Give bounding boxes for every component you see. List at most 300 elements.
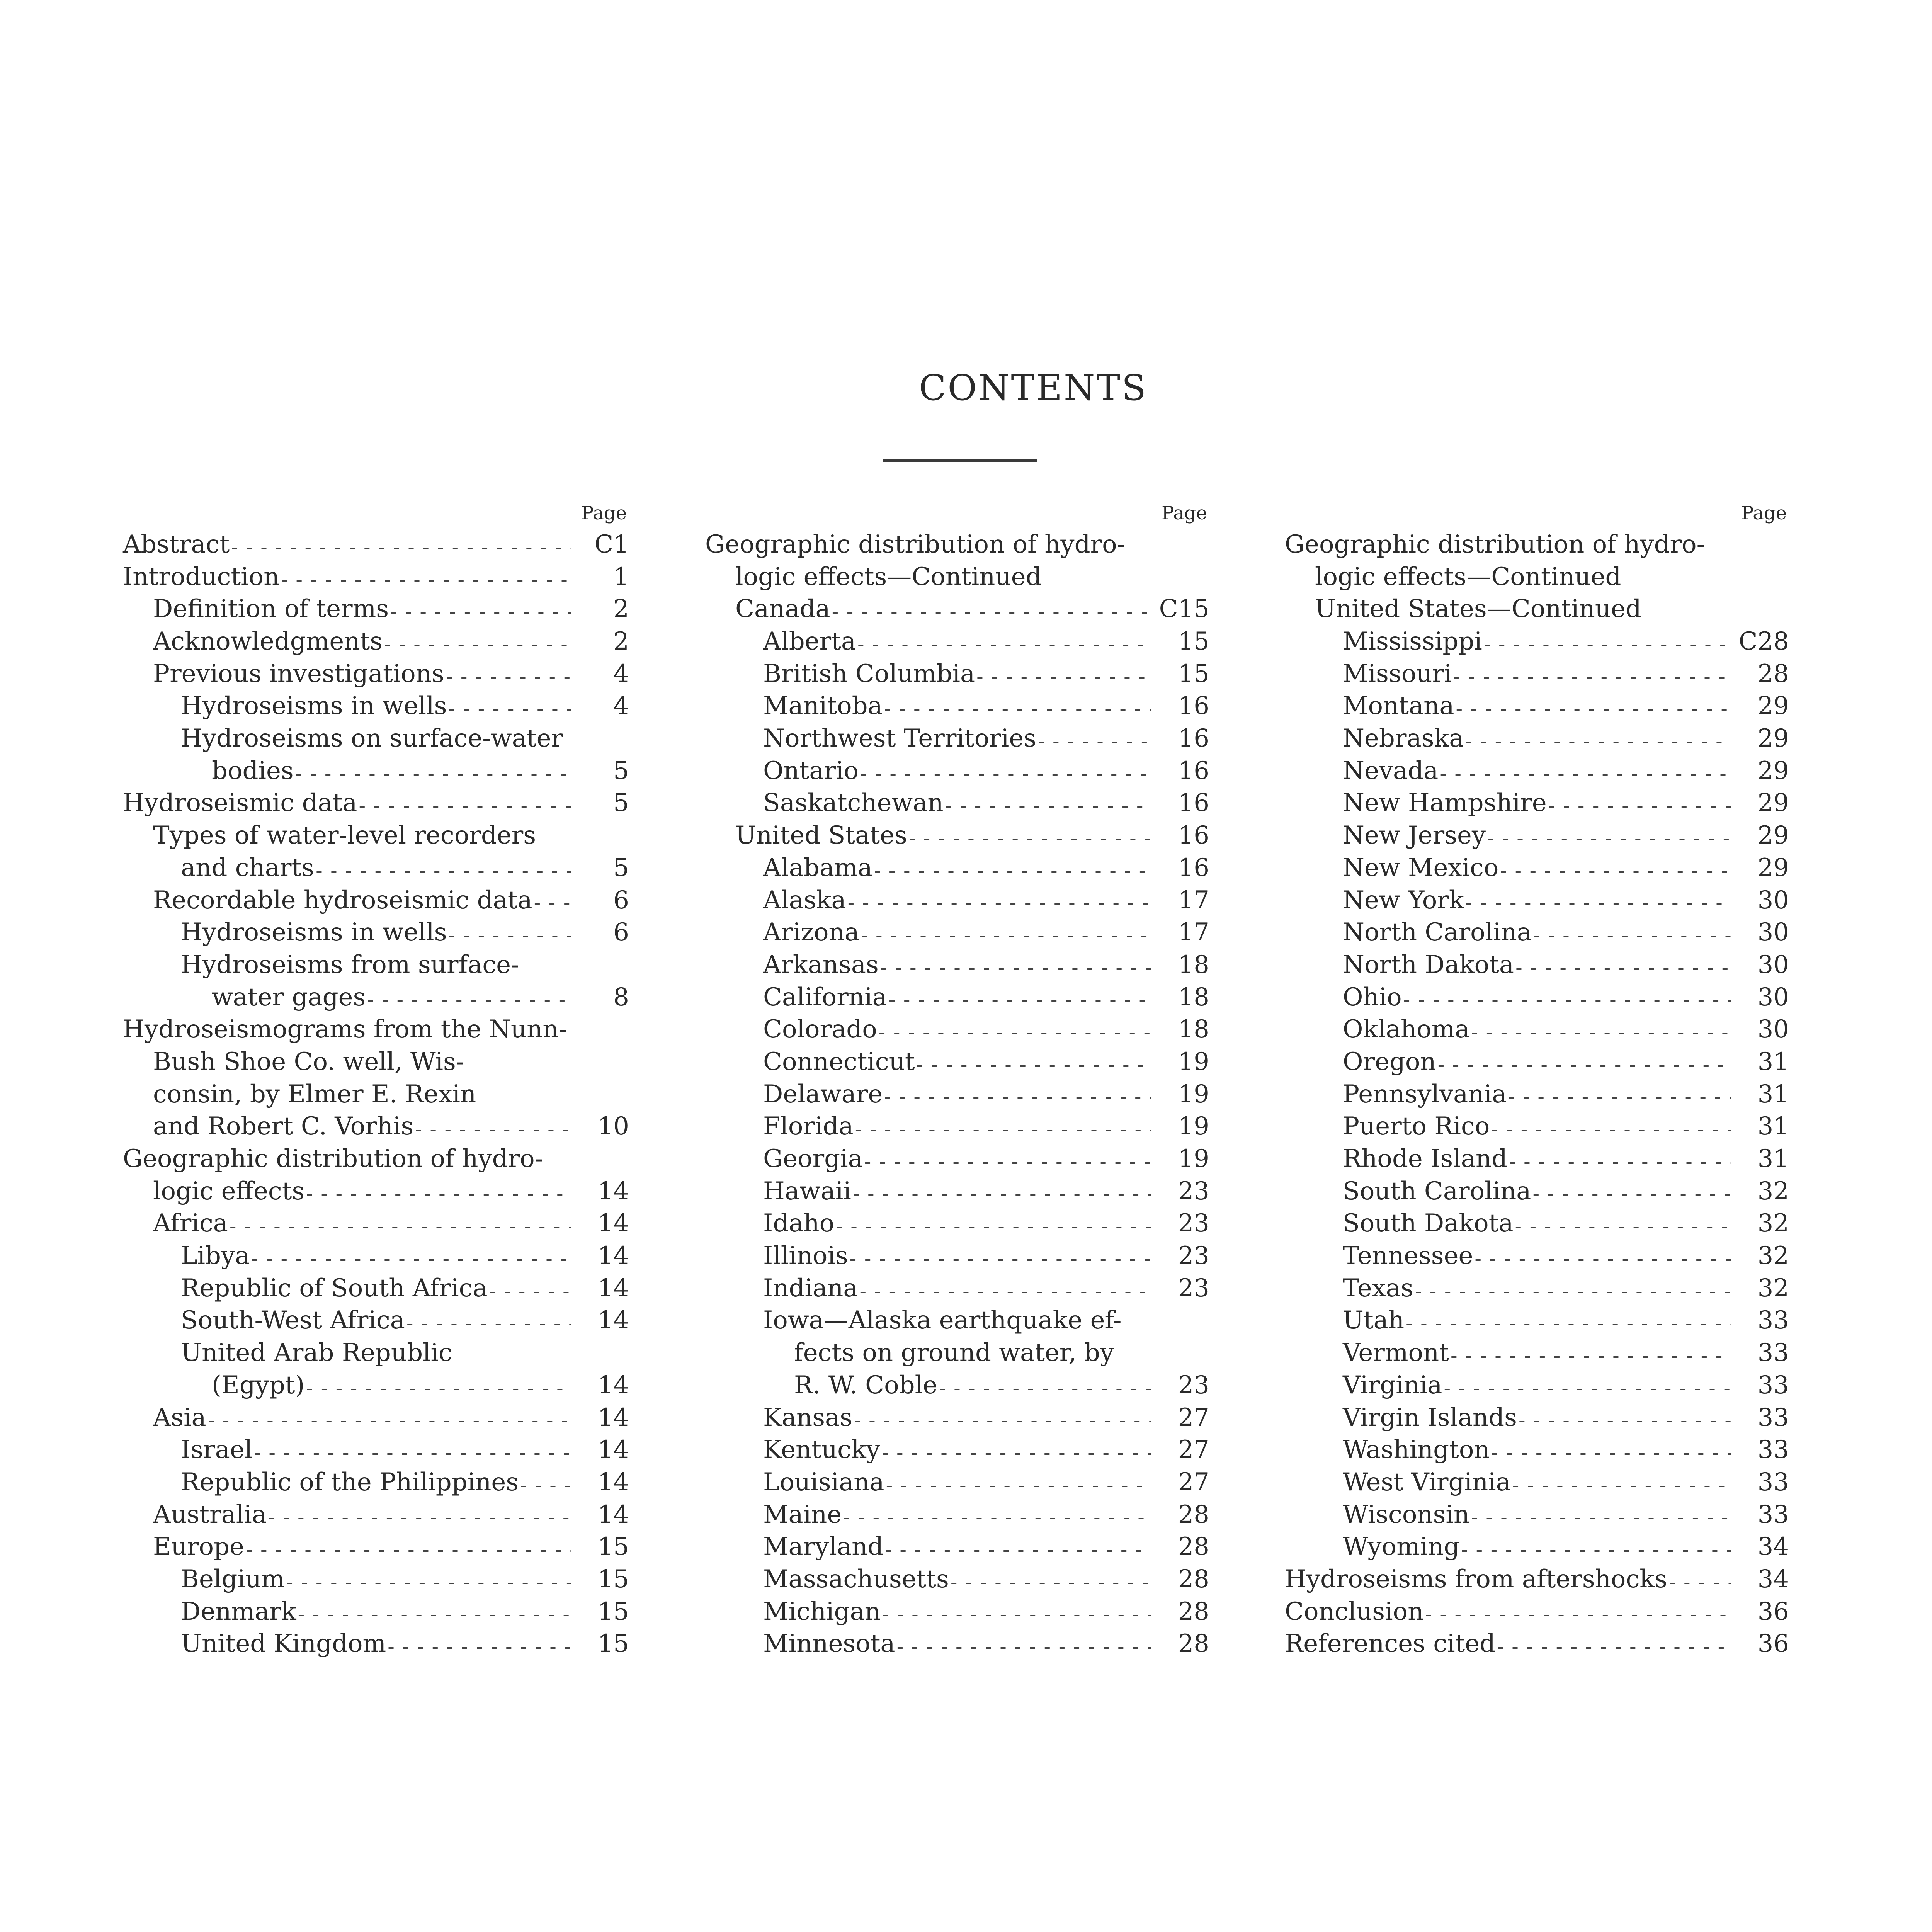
dot-leader [534,889,571,917]
toc-entry [1285,884,1789,917]
dot-leader [843,1504,1151,1531]
toc-entry-page: 2 [613,627,629,656]
contents-column-1 [123,502,629,1660]
toc-entry-page: 29 [1757,853,1789,882]
toc-entry [705,1499,1209,1531]
toc-entry-title: Europe [153,1532,244,1561]
toc-entry-page: 15 [597,1597,629,1626]
dot-leader [415,1116,571,1143]
toc-entry-title: Geographic distribution of hydro- [1285,530,1705,559]
toc-entry-title: Georgia [763,1145,863,1173]
dot-leader [917,1051,1151,1078]
toc-entry [705,1596,1209,1628]
dot-leader [1484,631,1731,658]
toc-entry-page: 14 [597,1242,629,1270]
dot-leader [882,1439,1151,1466]
toc-entry-title: Maryland [763,1532,884,1561]
dot-leader [306,1180,571,1208]
toc-entry [123,658,629,690]
toc-entry-page: 15 [597,1532,629,1561]
toc-entry [123,1078,629,1111]
toc-entry [705,1337,1209,1369]
dot-leader [1669,1569,1731,1596]
toc-entry-page: 27 [1178,1403,1209,1432]
dot-leader [850,1245,1151,1272]
dot-leader [1491,1116,1731,1143]
toc-entry-page: 14 [597,1209,629,1238]
toc-entry-page: 28 [1757,659,1789,688]
dot-leader [1415,1278,1731,1305]
toc-entry-title: Alabama [763,853,872,882]
toc-entry [123,723,629,755]
toc-entry-title: R. W. Coble [794,1371,937,1400]
toc-entry-page: 4 [613,692,629,721]
toc-entry-page: 15 [1178,659,1209,688]
toc-entry-page: 4 [613,659,629,688]
dot-leader [854,1407,1151,1434]
toc-entry [123,852,629,884]
toc-entry-title: United Kingdom [181,1629,386,1658]
toc-entry [1285,1078,1789,1111]
toc-entry-page: 16 [1178,789,1209,818]
page-column-heading: Page [1741,502,1787,524]
toc-entry [123,1628,629,1660]
toc-entry-title: logic effects—Continued [735,562,1042,591]
toc-entry-page: 28 [1178,1500,1209,1529]
dot-leader [1515,954,1731,981]
toc-entry [123,1369,629,1402]
toc-entry-title: South Dakota [1343,1209,1514,1238]
toc-entry [705,917,1209,949]
toc-entry-page: 14 [597,1274,629,1303]
toc-entry [123,1499,629,1531]
toc-entry [705,1272,1209,1305]
toc-entry-title: (Egypt) [212,1371,305,1400]
toc-entry-title: Pennsylvania [1343,1080,1507,1109]
toc-entry-title: consin, by Elmer E. Rexin [153,1080,476,1109]
toc-entry-page: 30 [1757,886,1789,915]
toc-entry-page: 14 [597,1371,629,1400]
toc-entry [1285,755,1789,787]
toc-entry [1285,1111,1789,1143]
toc-entry-title: Australia [153,1500,267,1529]
toc-entry [1285,690,1789,723]
toc-entry-page: 15 [1178,627,1209,656]
toc-entry-page: 33 [1757,1338,1789,1367]
toc-entry-page: 23 [1178,1371,1209,1400]
toc-entry [705,1563,1209,1596]
toc-entry [123,1337,629,1369]
toc-entry-title: Arkansas [763,950,879,979]
dot-leader [359,793,571,820]
toc-entry-title: Belgium [181,1565,285,1594]
toc-entry-page: 16 [1178,821,1209,850]
dot-leader [1487,825,1731,852]
toc-entry-page: 16 [1178,853,1209,882]
dot-leader [939,1375,1151,1402]
toc-entry [705,884,1209,917]
toc-entry-title: Louisiana [763,1468,884,1497]
toc-entry-page: 18 [1178,1015,1209,1044]
toc-entry [705,787,1209,820]
toc-entry-page: 18 [1178,983,1209,1012]
toc-entry-title: Hydroseisms from surface- [181,950,519,979]
toc-entry [705,1369,1209,1402]
toc-entry [123,884,629,917]
toc-entry [1285,561,1789,594]
dot-leader [384,631,571,658]
toc-entry-page: 27 [1178,1468,1209,1497]
toc-entry-title: Alberta [763,627,856,656]
toc-entry [705,981,1209,1014]
dot-leader [897,1633,1151,1660]
toc-entry [123,593,629,626]
toc-entry-title: Michigan [763,1597,881,1626]
toc-entry [123,561,629,594]
toc-entry [123,1596,629,1628]
toc-entry-title: Nevada [1343,756,1439,785]
toc-entry [1285,1466,1789,1499]
dot-leader [388,1633,571,1660]
contents-column-2 [705,502,1209,1660]
toc-entry-page: 28 [1178,1629,1209,1658]
toc-entry [123,1111,629,1143]
toc-entry-title: Massachusetts [763,1565,949,1594]
toc-entry [1285,1596,1789,1628]
toc-entry-title: Colorado [763,1015,877,1044]
dot-leader [1471,1019,1731,1046]
toc-entry-title: Montana [1343,692,1454,721]
dot-leader [306,1375,571,1402]
toc-entry-page: 29 [1757,789,1789,818]
toc-entry-page: 14 [597,1306,629,1335]
dot-leader [208,1407,571,1434]
toc-entry [705,1111,1209,1143]
toc-entry [705,723,1209,755]
toc-entry-page: 33 [1757,1468,1789,1497]
toc-entry-page: 19 [1178,1112,1209,1141]
page-column-heading: Page [1162,502,1207,524]
toc-entry-title: Ohio [1343,983,1402,1012]
toc-entry-title: Ontario [763,756,859,785]
toc-entry-title: Republic of South Africa [181,1274,488,1303]
toc-entry-title: Minnesota [763,1629,895,1658]
toc-entry [705,593,1209,626]
toc-entry [1285,1531,1789,1563]
dot-leader [1515,1213,1731,1240]
toc-entry [705,690,1209,723]
dot-leader [976,663,1151,690]
toc-entry-title: Abstract [123,530,230,559]
toc-entry-title: Hawaii [763,1177,851,1206]
toc-entry-title: Puerto Rico [1343,1112,1490,1141]
toc-entry-page: 30 [1757,1015,1789,1044]
toc-entry-title: Saskatchewan [763,789,944,818]
toc-entry-page: 34 [1757,1565,1789,1594]
toc-entry-title: Hydroseisms in wells [181,692,447,721]
toc-entry-title: Oregon [1343,1047,1436,1076]
toc-entry-page: 8 [613,983,629,1012]
toc-entry-title: Illinois [763,1242,848,1270]
toc-entry-title: Wyoming [1343,1532,1460,1561]
toc-entry-page: 31 [1757,1047,1789,1076]
dot-leader [864,1148,1151,1175]
toc-entry-title: water gages [212,983,366,1012]
toc-entry-title: Israel [181,1435,253,1464]
toc-entry [1285,1434,1789,1466]
toc-entry [705,820,1209,852]
toc-entry-title: Previous investigations [153,659,444,688]
dot-leader [874,857,1151,884]
toc-entry [123,1305,629,1337]
toc-entry [1285,1272,1789,1305]
toc-entry [1285,820,1789,852]
dot-leader [1440,760,1731,787]
toc-entry-title: Wisconsin [1343,1500,1470,1529]
toc-entry-title: Texas [1343,1274,1413,1303]
toc-entry-title: Indiana [763,1274,858,1303]
toc-entry-title: Hydroseisms on surface-water [181,724,563,753]
dot-leader [1451,1342,1731,1369]
toc-entry-page: C15 [1159,595,1209,624]
toc-entry-page: 33 [1757,1371,1789,1400]
dot-leader [520,1472,571,1499]
toc-entry-title: fects on ground water, by [794,1338,1114,1367]
toc-entry-page: 14 [597,1468,629,1497]
toc-entry-title: Canada [735,595,830,624]
dot-leader [246,1536,571,1563]
toc-entry-title: Kentucky [763,1435,880,1464]
toc-entry [123,1046,629,1078]
toc-entry [705,1208,1209,1240]
toc-entry [705,529,1209,561]
toc-entry [123,917,629,949]
dot-leader [882,1601,1151,1628]
dot-leader [406,1310,571,1337]
toc-entry [1285,593,1789,626]
toc-entry-page: 33 [1757,1435,1789,1464]
toc-entry [705,1078,1209,1111]
dot-leader [951,1569,1151,1596]
toc-entry [123,1175,629,1208]
dot-leader [1497,1633,1731,1660]
toc-entry [1285,1175,1789,1208]
toc-entry-title: Types of water-level recorders [153,821,536,850]
toc-entry-title: Maine [763,1500,842,1529]
toc-entry-page: 16 [1178,756,1209,785]
toc-entry-title: Iowa—Alaska earthquake ef- [763,1306,1122,1335]
toc-entry-title: Geographic distribution of hydro- [123,1145,543,1173]
toc-entry-page: 15 [597,1565,629,1594]
toc-entry-page: 30 [1757,918,1789,947]
toc-entry-title: Hydroseisms in wells [181,918,447,947]
dot-leader [855,1116,1151,1143]
toc-entry-page: 14 [597,1177,629,1206]
toc-entry-page: 19 [1178,1047,1209,1076]
toc-entry [123,1434,629,1466]
dot-leader [880,954,1151,981]
toc-entry [1285,1305,1789,1337]
toc-entry-title: New Mexico [1343,853,1499,882]
toc-entry-title: Hydroseismic data [123,789,357,818]
contents-column-3 [1285,502,1789,1660]
dot-leader [446,663,571,690]
toc-entry-page: 32 [1757,1209,1789,1238]
toc-entry [123,1563,629,1596]
toc-entry-title: Nebraska [1343,724,1464,753]
toc-entry [1285,1628,1789,1660]
dot-leader [1038,728,1151,755]
toc-entry-title: North Dakota [1343,950,1514,979]
toc-entry-page: 16 [1178,692,1209,721]
dot-leader [1406,1310,1731,1337]
toc-entry-page: 6 [613,918,629,947]
toc-entry-page: 18 [1178,950,1209,979]
dot-leader [836,1213,1151,1240]
toc-entry-title: Alaska [763,886,846,915]
dot-leader [230,1213,571,1240]
toc-entry [705,1531,1209,1563]
toc-entry [1285,1046,1789,1078]
toc-entry-title: Hydroseisms from aftershocks [1285,1565,1667,1594]
toc-entry-page: 29 [1757,756,1789,785]
dot-leader [853,1180,1151,1208]
dot-leader [1508,1083,1731,1111]
toc-entry-page: 29 [1757,724,1789,753]
toc-entry-title: and charts [181,853,315,882]
toc-entry [1285,1563,1789,1596]
toc-entry-page: 23 [1178,1209,1209,1238]
toc-entry-title: Rhode Island [1343,1145,1508,1173]
toc-entry [123,1143,629,1175]
dot-leader [1519,1407,1731,1434]
dot-leader [879,1019,1151,1046]
toc-entry [705,561,1209,594]
page-column-heading: Page [581,502,627,524]
toc-entry-title: Acknowledgments [153,627,383,656]
toc-entry [1285,1402,1789,1434]
toc-entry [1285,787,1789,820]
dot-leader [861,922,1151,949]
toc-entry [705,658,1209,690]
toc-entry-page: 31 [1757,1112,1789,1141]
toc-entry [705,1466,1209,1499]
dot-leader [1475,1245,1731,1272]
dot-leader [1509,1148,1731,1175]
toc-entry-page: 28 [1178,1565,1209,1594]
page-title: CONTENTS [919,367,1148,408]
toc-entry-title: References cited [1285,1629,1496,1658]
dot-leader [945,793,1151,820]
toc-entry-title: logic effects—Continued [1315,562,1621,591]
toc-entry [123,690,629,723]
toc-entry [705,1402,1209,1434]
toc-entry-page: 29 [1757,821,1789,850]
toc-entry [1285,917,1789,949]
dot-leader [1492,1439,1731,1466]
dot-leader [298,1601,571,1628]
toc-entry-title: South Carolina [1343,1177,1531,1206]
dot-leader [1444,1375,1731,1402]
toc-entry-page: 27 [1178,1435,1209,1464]
toc-entry-title: Definition of terms [153,595,389,624]
toc-entry [705,1305,1209,1337]
toc-entry-title: New Hampshire [1343,789,1547,818]
toc-entry [123,1014,629,1046]
toc-entry-title: United States [735,821,907,850]
dot-leader [251,1245,571,1272]
toc-entry-page: 31 [1757,1145,1789,1173]
toc-entry-title: Delaware [763,1080,883,1109]
toc-entry [1285,852,1789,884]
toc-entry-page: 31 [1757,1080,1789,1109]
dot-leader [857,631,1151,658]
toc-entry-title: Kansas [763,1403,853,1432]
dot-leader [1438,1051,1731,1078]
title-rule [883,459,1037,462]
toc-entry-page: C28 [1738,627,1789,656]
toc-entry-title: New Jersey [1343,821,1486,850]
toc-entry [1285,529,1789,561]
dot-leader [1512,1472,1731,1499]
toc-entry [705,1175,1209,1208]
dot-leader [884,696,1151,723]
toc-entry [1285,949,1789,981]
toc-entry-page: 5 [613,789,629,818]
toc-entry-title: Hydroseismograms from the Nunn- [123,1015,567,1044]
toc-entry [123,1272,629,1305]
toc-entry-page: 29 [1757,692,1789,721]
toc-entry-title: Recordable hydroseismic data [153,886,532,915]
toc-entry-title: New York [1343,886,1464,915]
toc-entry [1285,1337,1789,1369]
toc-entry-page: 32 [1757,1177,1789,1206]
dot-leader [316,857,571,884]
toc-entry-page: 19 [1178,1145,1209,1173]
toc-entry-page: 33 [1757,1306,1789,1335]
toc-entry-page: 10 [597,1112,629,1141]
toc-entry [1285,1369,1789,1402]
toc-entry-page: 17 [1178,886,1209,915]
toc-entry-title: Missouri [1343,659,1452,688]
dot-leader [286,1569,571,1596]
toc-entry [705,1628,1209,1660]
toc-entry-title: Asia [153,1403,206,1432]
toc-entry [123,949,629,981]
dot-leader [390,599,571,626]
dot-leader [848,889,1151,917]
toc-entry-title: United States—Continued [1315,595,1641,624]
toc-entry-title: Conclusion [1285,1597,1424,1626]
dot-leader [231,534,571,561]
dot-leader [367,986,571,1014]
toc-entry [123,1531,629,1563]
dot-leader [254,1439,571,1466]
toc-entry-title: Republic of the Philippines [181,1468,519,1497]
toc-entry-page: 33 [1757,1403,1789,1432]
toc-entry-title: Africa [153,1209,228,1238]
toc-entry-title: bodies [212,756,294,785]
dot-leader [884,1083,1151,1111]
toc-entry-title: Vermont [1343,1338,1449,1367]
toc-entry-title: Bush Shoe Co. well, Wis- [153,1047,464,1076]
dot-leader [1461,1536,1731,1563]
toc-entry [1285,981,1789,1014]
toc-entry [705,949,1209,981]
dot-leader [886,1472,1151,1499]
toc-entry [1285,1143,1789,1175]
toc-entry-title: Washington [1343,1435,1490,1464]
